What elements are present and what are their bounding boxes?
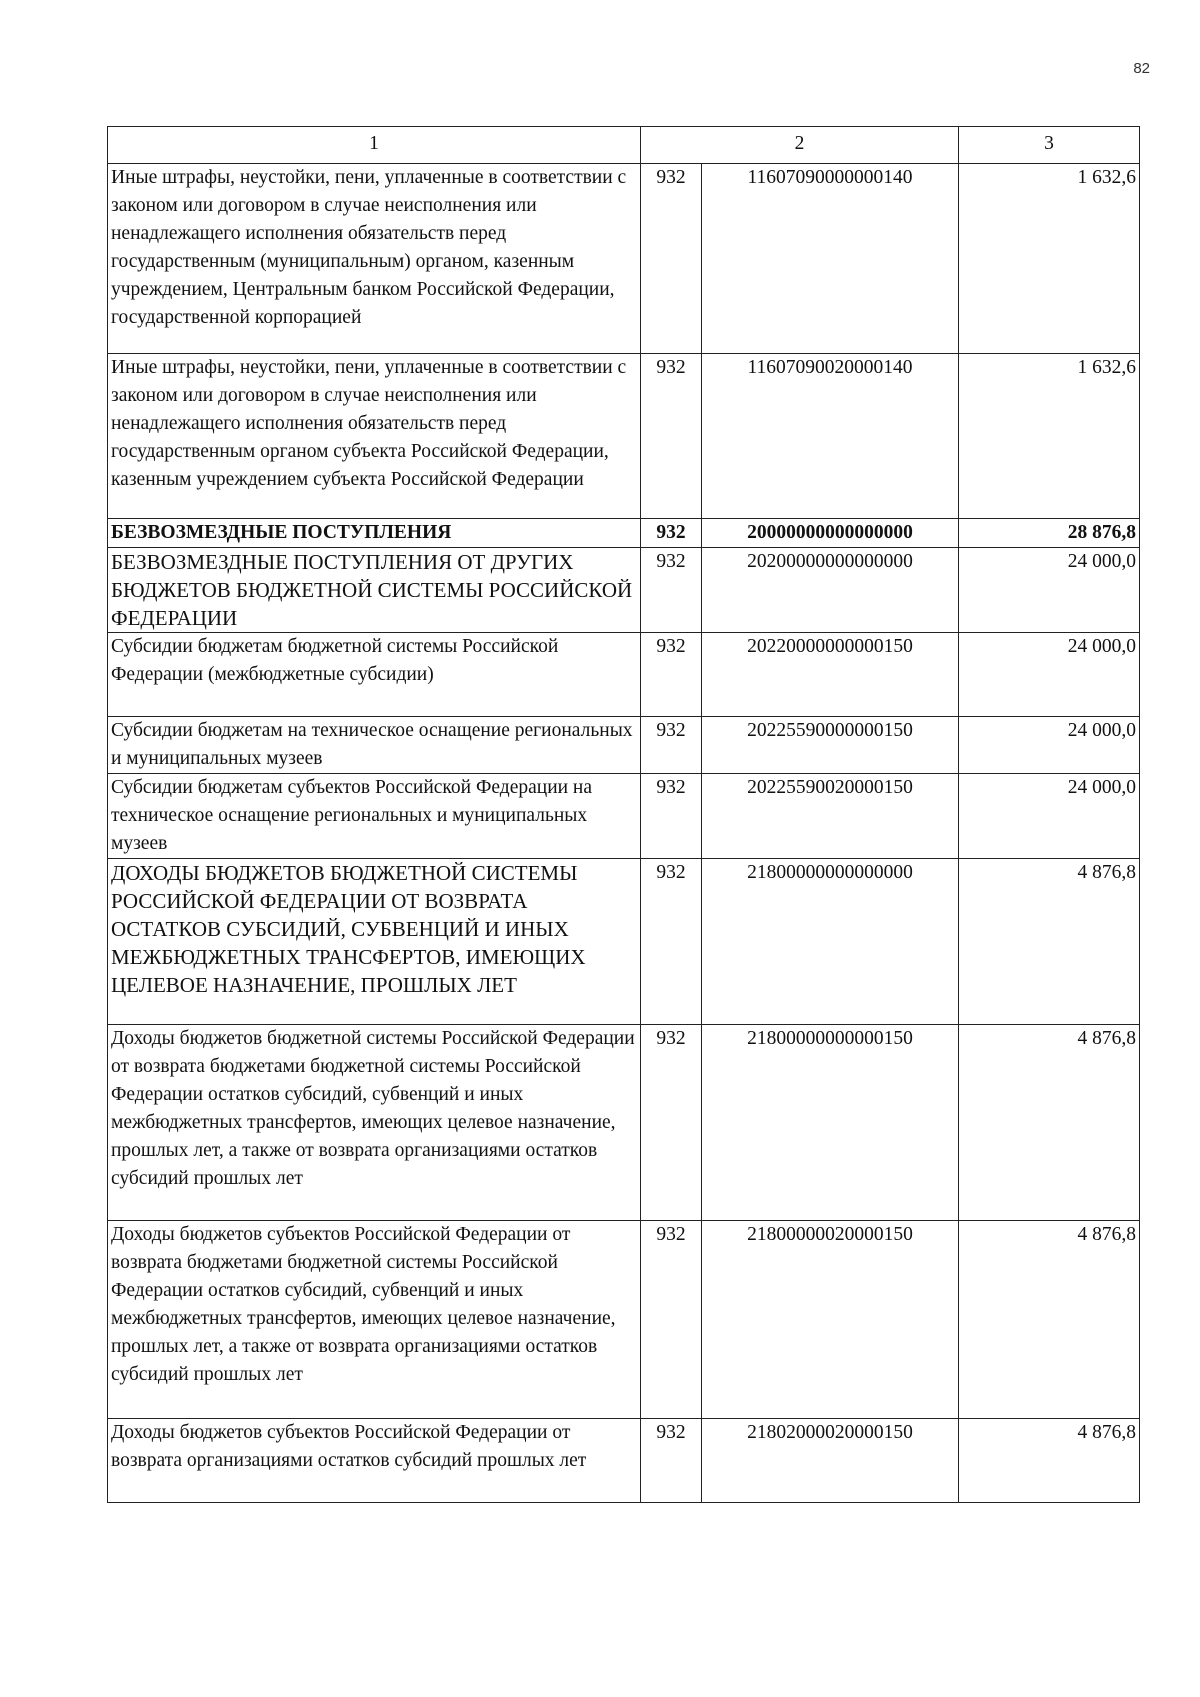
row-budget-code: 21800000000000000 xyxy=(702,859,959,1025)
row-amount: 4 876,8 xyxy=(959,1419,1140,1503)
row-amount: 4 876,8 xyxy=(959,1221,1140,1419)
table-row xyxy=(108,1221,1140,1419)
row-amount: 24 000,0 xyxy=(959,774,1140,859)
row-name: Доходы бюджетов бюджетной системы Российской Федерации от возврата бюджетами бюджетной системы Российской Федерации остатков субсидий, субвенций и иных межбюджетных трансфертов, имеющих целевое назначение, прошлых лет, а также от возврата организациями остатков субсидий прошлых лет xyxy=(108,1025,641,1221)
row-admin-code: 932 xyxy=(641,1025,702,1221)
row-name: Субсидии бюджетам субъектов Российской Федерации на техническое оснащение региональных и муниципальных музеев xyxy=(108,774,641,859)
row-amount: 1 632,6 xyxy=(959,354,1140,519)
row-admin-code: 932 xyxy=(641,859,702,1025)
row-amount: 28 876,8 xyxy=(959,519,1140,548)
row-name: Субсидии бюджетам на техническое оснащение региональных и муниципальных музеев xyxy=(108,717,641,774)
header-col-1: 1 xyxy=(108,127,641,164)
row-budget-code: 20225590000000150 xyxy=(702,717,959,774)
row-admin-code: 932 xyxy=(641,633,702,717)
row-name: Доходы бюджетов субъектов Российской Федерации от возврата бюджетами бюджетной системы Российской Федерации остатков субсидий, субвенций и иных межбюджетных трансфертов, имеющих целевое назначение, прошлых лет, а также от возврата организациями остатков субсидий прошлых лет xyxy=(108,1221,641,1419)
row-name: Субсидии бюджетам бюджетной системы Российской Федерации (межбюджетные субсидии) xyxy=(108,633,641,717)
table-row xyxy=(108,717,1140,774)
row-budget-code: 20200000000000000 xyxy=(702,548,959,633)
row-budget-code: 21802000020000150 xyxy=(702,1419,959,1503)
page-number: 82 xyxy=(1133,60,1150,77)
row-amount: 1 632,6 xyxy=(959,164,1140,354)
row-budget-code: 21800000000000150 xyxy=(702,1025,959,1221)
budget-revenue-table xyxy=(107,126,1140,1503)
row-admin-code: 932 xyxy=(641,1221,702,1419)
row-admin-code: 932 xyxy=(641,717,702,774)
row-budget-code: 21800000020000150 xyxy=(702,1221,959,1419)
table-row xyxy=(108,1025,1140,1221)
header-col-3: 3 xyxy=(959,127,1140,164)
row-name: ДОХОДЫ БЮДЖЕТОВ БЮДЖЕТНОЙ СИСТЕМЫ РОССИЙСКОЙ ФЕДЕРАЦИИ ОТ ВОЗВРАТА ОСТАТКОВ СУБСИДИЙ, СУБВЕНЦИЙ И ИНЫХ МЕЖБЮДЖЕТНЫХ ТРАНСФЕРТОВ, ИМЕЮЩИХ ЦЕЛЕВОЕ НАЗНАЧЕНИЕ, ПРОШЛЫХ ЛЕТ xyxy=(108,859,641,1025)
row-amount: 24 000,0 xyxy=(959,717,1140,774)
row-name: БЕЗВОЗМЕЗДНЫЕ ПОСТУПЛЕНИЯ ОТ ДРУГИХ БЮДЖЕТОВ БЮДЖЕТНОЙ СИСТЕМЫ РОССИЙСКОЙ ФЕДЕРАЦИИ xyxy=(108,548,641,633)
row-budget-code: 11607090020000140 xyxy=(702,354,959,519)
row-budget-code: 20220000000000150 xyxy=(702,633,959,717)
table-row xyxy=(108,859,1140,1025)
row-admin-code: 932 xyxy=(641,519,702,548)
row-budget-code: 11607090000000140 xyxy=(702,164,959,354)
row-admin-code: 932 xyxy=(641,354,702,519)
row-name: Иные штрафы, неустойки, пени, уплаченные в соответствии с законом или договором в случае неисполнения или ненадлежащего исполнения обязательств перед государственным (муниципальным) органом, казенным учреждением, Центральным банком Российской Федерации, государственной корпорацией xyxy=(108,164,641,354)
row-budget-code: 20000000000000000 xyxy=(702,519,959,548)
table-row xyxy=(108,548,1140,633)
row-name: Доходы бюджетов субъектов Российской Федерации от возврата организациями остатков субсидий прошлых лет xyxy=(108,1419,641,1503)
table-header-row xyxy=(108,127,1140,164)
table-row-total xyxy=(108,519,1140,548)
table-row xyxy=(108,164,1140,354)
row-name: Иные штрафы, неустойки, пени, уплаченные в соответствии с законом или договором в случае неисполнения или ненадлежащего исполнения обязательств перед государственным органом субъекта Российской Федерации, казенным учреждением субъекта Российской Федерации xyxy=(108,354,641,519)
row-amount: 24 000,0 xyxy=(959,633,1140,717)
table-row xyxy=(108,774,1140,859)
row-admin-code: 932 xyxy=(641,548,702,633)
row-amount: 4 876,8 xyxy=(959,859,1140,1025)
row-admin-code: 932 xyxy=(641,774,702,859)
row-amount: 4 876,8 xyxy=(959,1025,1140,1221)
table-row xyxy=(108,1419,1140,1503)
row-admin-code: 932 xyxy=(641,164,702,354)
row-name: БЕЗВОЗМЕЗДНЫЕ ПОСТУПЛЕНИЯ xyxy=(108,519,641,548)
row-amount: 24 000,0 xyxy=(959,548,1140,633)
row-budget-code: 20225590020000150 xyxy=(702,774,959,859)
row-admin-code: 932 xyxy=(641,1419,702,1503)
table-row xyxy=(108,633,1140,717)
header-col-2: 2 xyxy=(641,127,959,164)
table-row xyxy=(108,354,1140,519)
